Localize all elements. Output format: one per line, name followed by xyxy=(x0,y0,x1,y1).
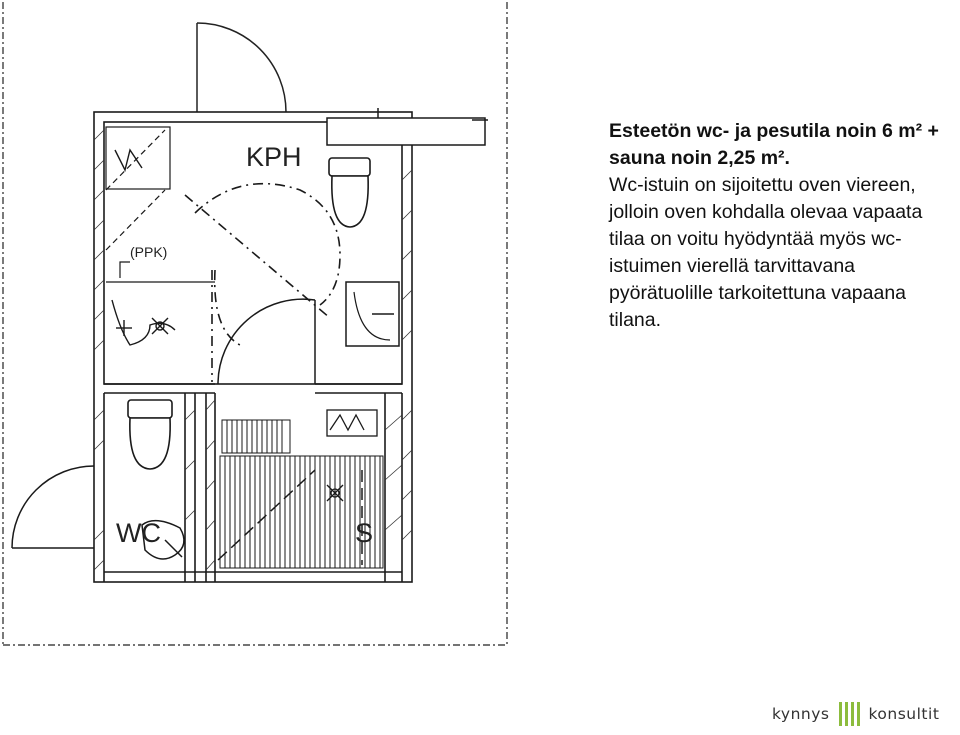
description-body: Wc-istuin on sijoitettu oven viereen, jolloin oven kohdalla olevaa vapaata tilaa on voitu hyödyntää myös wc-istuimen vierellä tarvittavana pyörätuolille tarkoitettuna vapaana tilana. xyxy=(609,174,923,331)
washbasin xyxy=(346,282,399,346)
description xyxy=(609,118,959,334)
wc-door xyxy=(12,466,94,548)
entrance-door-top xyxy=(197,23,286,112)
room-label-wc: WC xyxy=(116,518,161,548)
toilet-kph xyxy=(329,158,370,227)
brand-left: kynnys xyxy=(772,705,830,723)
turning-circle xyxy=(185,184,340,382)
brand-bars-icon xyxy=(839,702,860,726)
room-label-sauna: S xyxy=(355,518,374,548)
room-label-kph: KPH xyxy=(246,142,302,172)
room-label-ppk: (PPK) xyxy=(130,244,168,260)
brand-right: konsultit xyxy=(868,705,940,723)
shower-fixture xyxy=(112,300,175,345)
wash-counter xyxy=(327,108,488,145)
inner-door xyxy=(218,299,315,384)
brand-logo xyxy=(772,700,939,728)
toilet-wc xyxy=(128,400,172,469)
bench-slats xyxy=(225,456,380,568)
description-title: Esteetön wc- ja pesutila noin 6 m² + sauna noin 2,25 m². xyxy=(609,120,939,169)
